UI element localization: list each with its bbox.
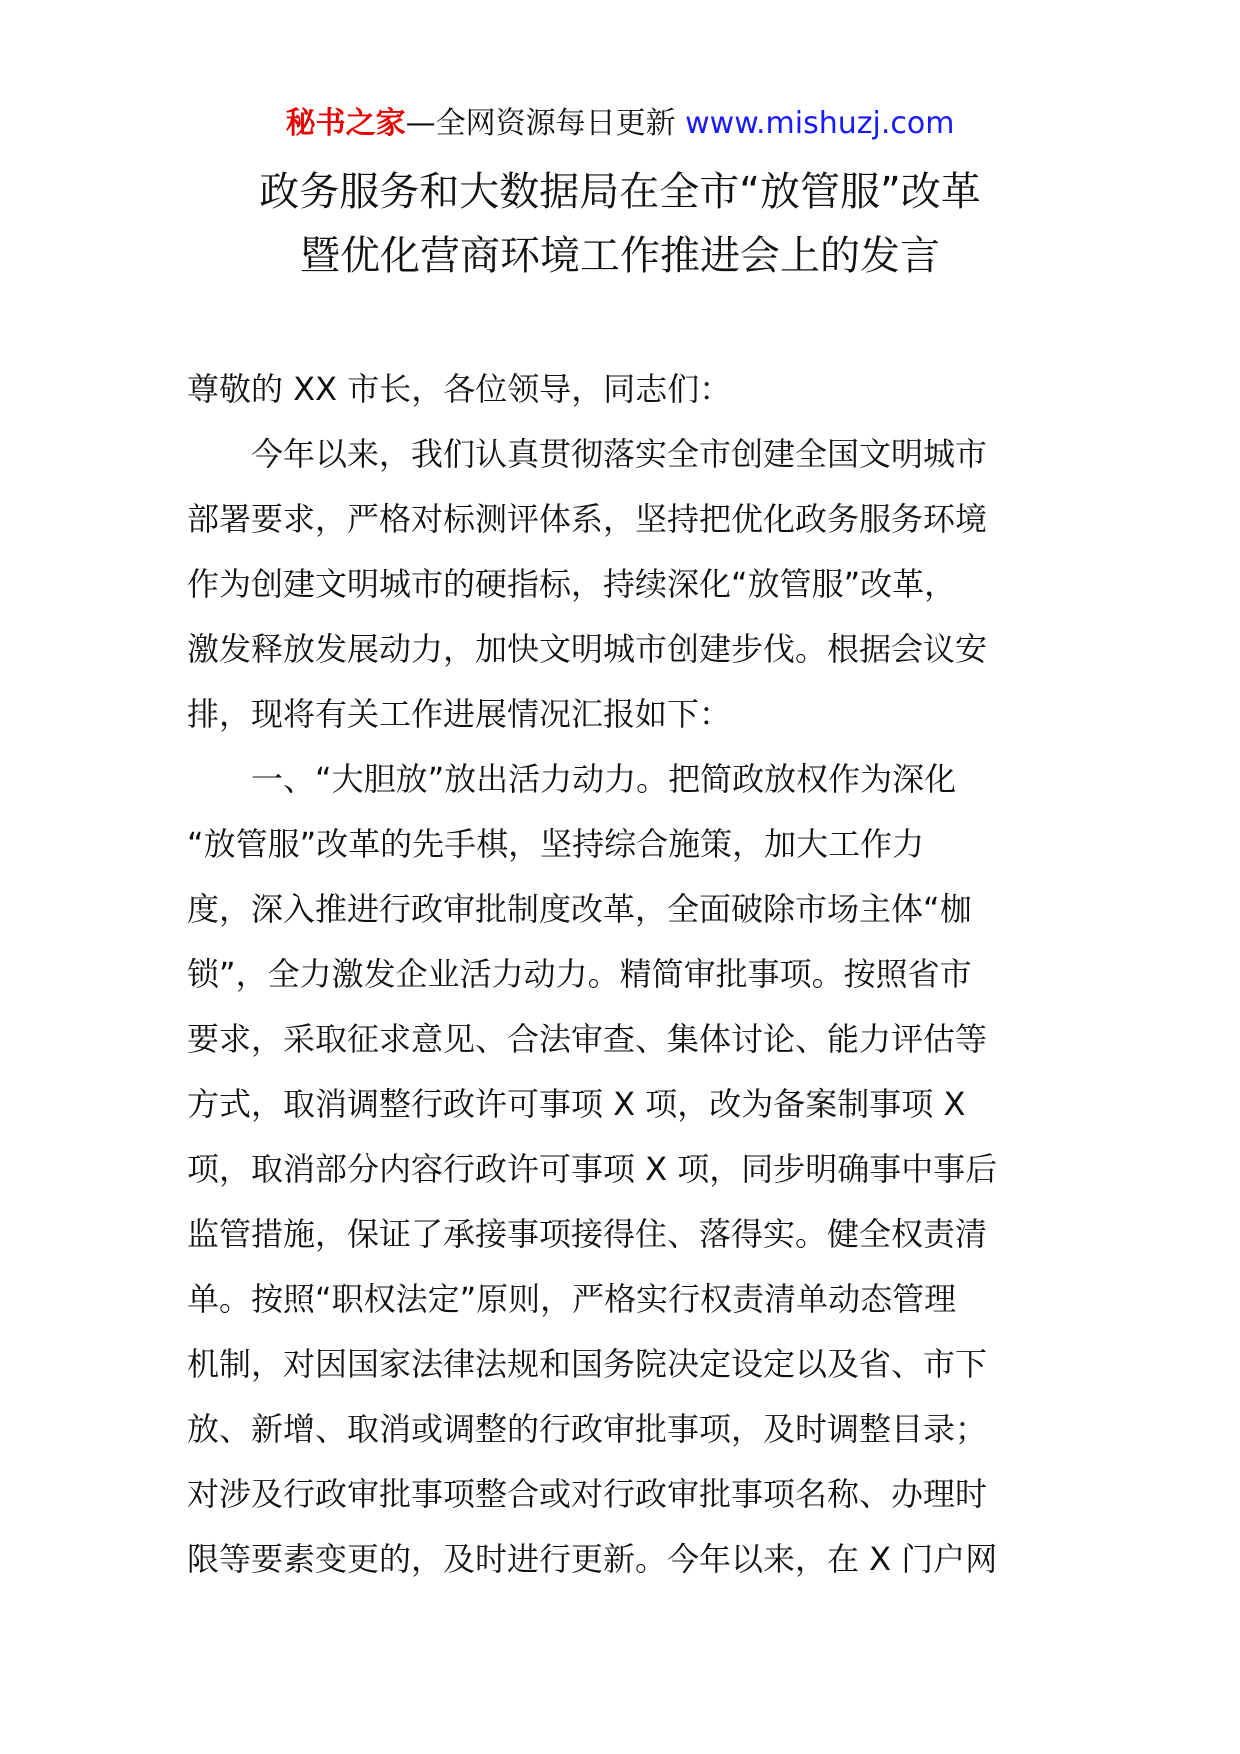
title-line: 暨优化营商环境工作推进会上的发言 xyxy=(300,233,940,279)
paragraph-line: “放管服”改革的先手棋，坚持综合施策，加大工作力 xyxy=(187,825,925,863)
paragraph-line: 度，深入推进行政审批制度改革，全面破除市场主体“枷 xyxy=(187,890,972,928)
paragraph-line: 限等要素变更的，及时进行更新。今年以来，在 X 门户网 xyxy=(187,1540,998,1578)
paragraph-line: 激发释放发展动力，加快文明城市创建步伐。根据会议安 xyxy=(187,630,988,668)
section-heading-line: 一、“大胆放”放出活力动力。把简政放权作为深化 xyxy=(251,760,957,798)
paragraph-line: 排，现将有关工作进展情况汇报如下： xyxy=(187,695,732,733)
paragraph-line: 单。按照“职权法定”原则，严格实行权责清单动态管理 xyxy=(187,1280,957,1318)
salutation: 尊敬的 XX 市长，各位领导，同志们： xyxy=(187,370,732,408)
brand-name: 秘书之家 xyxy=(285,106,406,141)
paragraph-line: 放、新增、取消或调整的行政审批事项，及时调整目录； xyxy=(187,1410,988,1448)
paragraph-line: 项，取消部分内容行政许可事项 X 项，同步明确事中事后 xyxy=(187,1150,998,1188)
site-url-link[interactable]: www.mishuzj.com xyxy=(685,106,955,141)
site-header xyxy=(0,100,1240,148)
paragraph-line: 机制，对因国家法律法规和国务院决定设定以及省、市下 xyxy=(187,1345,988,1383)
document-title xyxy=(0,160,1240,288)
paragraph-line: 对涉及行政审批事项整合或对行政审批事项名称、办理时 xyxy=(187,1475,988,1513)
paragraph-line: 作为创建文明城市的硬指标，持续深化“放管服”改革， xyxy=(187,565,957,603)
title-line: 政务服务和大数据局在全市“放管服”改革 xyxy=(259,169,981,215)
header-tagline: —全网资源每日更新 xyxy=(405,106,686,141)
paragraph-line: 监管措施，保证了承接事项接得住、落得实。健全权责清 xyxy=(187,1215,988,1253)
paragraph-line: 今年以来，我们认真贯彻落实全市创建全国文明城市 xyxy=(251,435,988,473)
paragraph-line: 要求，采取征求意见、合法审查、集体讨论、能力评估等 xyxy=(187,1020,988,1058)
paragraph-line: 锁”，全力激发企业活力动力。精简审批事项。按照省市 xyxy=(187,955,972,993)
document-body xyxy=(187,357,1055,1592)
paragraph-line: 方式，取消调整行政许可事项 X 项，改为备案制事项 X xyxy=(187,1085,966,1123)
paragraph-line: 部署要求，严格对标测评体系，坚持把优化政务服务环境 xyxy=(187,500,988,538)
